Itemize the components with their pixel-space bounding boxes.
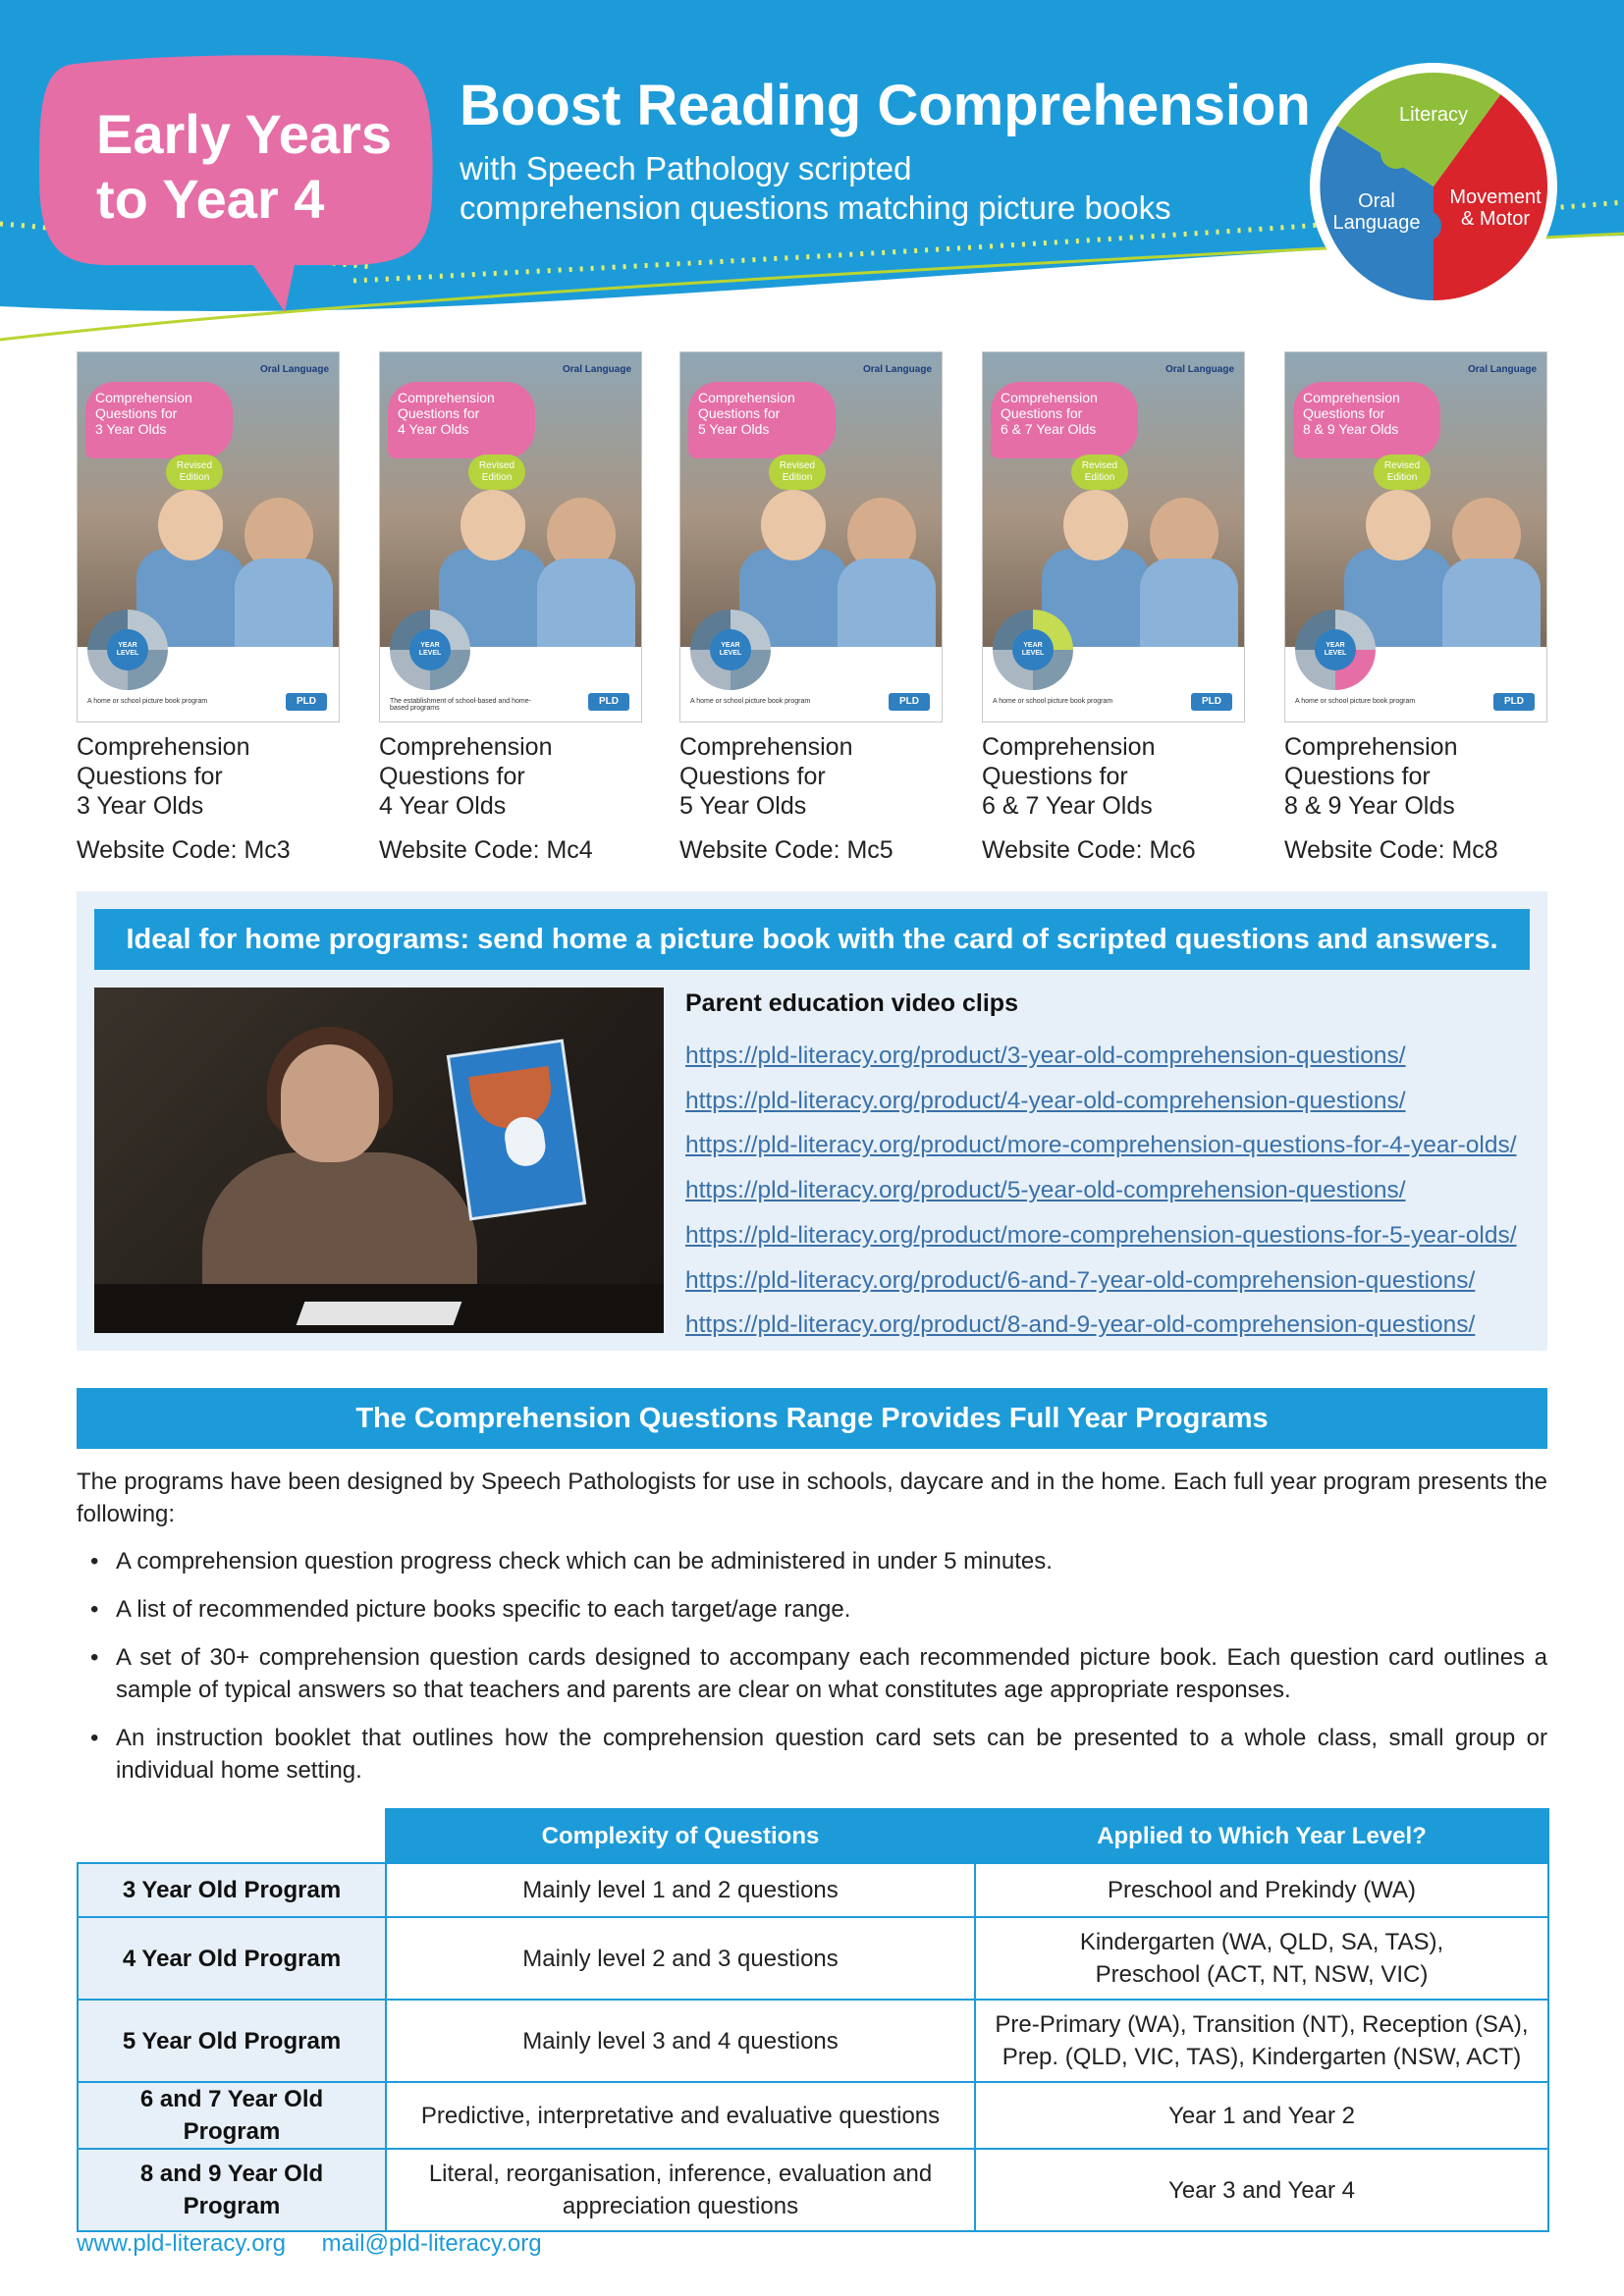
book-name-line: 5 Year Olds [679, 792, 807, 820]
cover-title-line: Comprehension [398, 390, 495, 405]
page-subtitle [460, 149, 1304, 228]
book-cover[interactable] [679, 351, 943, 722]
year-level-line: LEVEL [1324, 650, 1347, 657]
book-item[interactable] [1284, 351, 1549, 865]
cover-title-line: Questions for [698, 405, 781, 421]
bullet-marker: • [90, 1596, 99, 1623]
cover-title-line: 5 Year Olds [698, 421, 770, 437]
footer-website-link[interactable]: www.pld-literacy.org [77, 2230, 286, 2257]
book-cover[interactable] [982, 351, 1245, 722]
range-intro: The programs have been designed by Speech Pathologists for use in schools, daycare and in the home. Each full year program presents the following: [77, 1468, 1547, 1527]
cover-title-line: 6 & 7 Year Olds [1001, 421, 1097, 437]
cover-title-line: 3 Year Olds [95, 421, 167, 437]
table-row [78, 2000, 1548, 2082]
program-name: 8 and 9 Year Old Program [78, 2149, 386, 2231]
table-header-blank [78, 1809, 386, 1863]
year-level-cell [975, 1917, 1548, 2000]
cell-line: Mainly level 3 and 4 questions [522, 2027, 839, 2055]
oral-line-2: Language [1332, 212, 1421, 234]
cell-line: Literal, reorganisation, inference, evaluation and [428, 2161, 933, 2187]
year-level-disc [87, 610, 168, 690]
list-item [77, 1722, 1547, 1787]
year-level-line: LEVEL [116, 650, 139, 657]
program-table [77, 1808, 1549, 2232]
bubble-line-2: to Year 4 [96, 168, 325, 230]
year-level-label [107, 629, 148, 670]
cover-child-face [158, 490, 223, 561]
year-level-disc [390, 610, 470, 690]
video-paper [297, 1302, 462, 1325]
program-name: 5 Year Old Program [78, 2000, 386, 2082]
book-list [77, 351, 1547, 872]
cover-title [95, 390, 233, 437]
program-name: 4 Year Old Program [78, 1917, 386, 2000]
cover-title-line: Questions for [1303, 405, 1385, 421]
video-picture-book [447, 1039, 586, 1220]
cell-line: Prep. (QLD, VIC, TAS), Kindergarten (NSW, ACT) [1001, 2044, 1522, 2070]
badge-line: Edition [179, 472, 210, 483]
book-cover[interactable] [77, 351, 340, 722]
cell-line: Mainly level 1 and 2 questions [522, 1877, 839, 1903]
cell-line: Preschool and Prekindy (WA) [1108, 1877, 1416, 1903]
cover-title-line: Comprehension [698, 390, 795, 405]
book-name-line: Questions for [77, 763, 223, 790]
book-item[interactable] [379, 351, 644, 865]
year-level-line: YEAR [420, 642, 440, 649]
video-book-art-2 [502, 1114, 548, 1168]
complexity-cell [386, 2082, 975, 2149]
cell-line: Preschool (ACT, NT, NSW, VIC) [1095, 1961, 1429, 1988]
movement-line-1: Movement [1449, 187, 1542, 208]
year-level-disc [690, 610, 771, 690]
home-program-banner: Ideal for home programs: send home a picture book with the card of scripted questions and answers. [94, 909, 1530, 970]
cover-child-shirt-2 [235, 559, 333, 647]
oral-line-1: Oral [1358, 190, 1395, 212]
cover-title [398, 390, 535, 437]
cover-child-face [1366, 490, 1431, 561]
book-name-line: Questions for [379, 763, 525, 790]
year-level-line: YEAR [1326, 642, 1345, 649]
website-code: Website Code: Mc6 [982, 836, 1196, 864]
program-name: 3 Year Old Program [78, 1863, 386, 1917]
year-level-line: LEVEL [1021, 650, 1045, 657]
cover-oral-language: Oral Language [562, 364, 631, 375]
complexity-cell [386, 2000, 975, 2082]
cell-line: Year 3 and Year 4 [1168, 2176, 1355, 2204]
badge-line: Revised [779, 460, 816, 471]
year-level-label [710, 629, 751, 670]
year-level-disc [1295, 610, 1376, 690]
cover-child-face [761, 490, 826, 561]
puzzle-movement-label [1441, 187, 1549, 230]
revised-edition-badge [468, 454, 525, 490]
website-code: Website Code: Mc3 [77, 836, 291, 864]
bubble-line-1: Early Years [96, 103, 393, 165]
cover-oral-language: Oral Language [259, 364, 329, 375]
complexity-cell [386, 2149, 975, 2231]
year-level-line: YEAR [118, 642, 137, 649]
video-links-title: Parent education video clips [685, 989, 1018, 1017]
table-row [78, 1863, 1548, 1917]
book-name [379, 732, 644, 821]
table-header-complexity: Complexity of Questions [386, 1809, 975, 1863]
badge-line: Revised [478, 460, 515, 471]
year-level-cell [975, 2000, 1548, 2082]
book-name-line: 8 & 9 Year Olds [1284, 792, 1455, 820]
book-name-line: 6 & 7 Year Olds [982, 792, 1153, 820]
list-item-text: An instruction booklet that outlines how the comprehension question card sets can be presented to a whole class, small group or individual home setting. [116, 1725, 1547, 1784]
revised-edition-badge [769, 454, 826, 490]
book-name-line: Questions for [679, 763, 826, 790]
badge-line: Revised [1383, 460, 1421, 471]
cover-footer-text: A home or school picture book program [690, 698, 811, 705]
year-level-line: LEVEL [719, 650, 742, 657]
book-name [679, 732, 945, 821]
page-title: Boost Reading Comprehension [460, 74, 1311, 137]
list-item-text: A set of 30+ comprehension question cards designed to accompany each recommended picture book. Each question card outlines a sample of typical answers so that teachers and parents are clear on what constitutes age appropriate responses. [116, 1644, 1547, 1703]
video-links [685, 989, 1530, 1348]
range-banner: The Comprehension Questions Range Provides Full Year Programs [77, 1388, 1547, 1449]
cell-line: Year 1 and Year 2 [1168, 2102, 1355, 2129]
cover-title-line: 8 & 9 Year Olds [1303, 421, 1399, 437]
website-code: Website Code: Mc5 [679, 836, 893, 864]
puzzle-oral-language-label [1327, 190, 1426, 234]
cell-line: Mainly level 2 and 3 questions [522, 1945, 839, 1972]
book-cover[interactable] [379, 351, 642, 722]
cover-title-line: Questions for [398, 405, 480, 421]
revised-edition-badge [1071, 454, 1128, 490]
header-banner [0, 0, 1624, 353]
video-link-6-and-7-year-old[interactable]: https://pld-literacy.org/product/6-and-7-year-old-comprehension-questions/ [685, 1266, 1476, 1294]
video-link-3-year-old[interactable]: https://pld-literacy.org/product/3-year-old-comprehension-questions/ [685, 1042, 1406, 1069]
subtitle-line-2: comprehension questions matching picture books [460, 189, 1171, 226]
cover-title [1001, 390, 1138, 437]
book-item[interactable] [679, 351, 945, 865]
book-name-line: Questions for [982, 763, 1128, 790]
book-name-line: Comprehension [679, 733, 853, 761]
cover-title-line: Questions for [1001, 405, 1083, 421]
bullet-marker: • [90, 1644, 99, 1671]
bubble-heading [96, 102, 430, 232]
cover-title-line: Comprehension [1001, 390, 1098, 405]
cover-title-line: 4 Year Olds [398, 421, 469, 437]
book-name-line: Comprehension [379, 733, 553, 761]
revised-edition-badge [1374, 454, 1431, 490]
book-name-line: Questions for [1284, 763, 1431, 790]
cover-footer-text: A home or school picture book program [993, 698, 1113, 705]
year-level-label [409, 629, 451, 670]
subtitle-line-1: with Speech Pathology scripted [460, 150, 912, 187]
year-level-cell [975, 2149, 1548, 2231]
list-item [77, 1641, 1547, 1706]
year-level-label [1012, 629, 1054, 670]
program-name: 6 and 7 Year Old Program [78, 2082, 386, 2149]
bullet-marker: • [90, 1548, 99, 1575]
badge-line: Edition [782, 472, 813, 483]
revised-edition-badge [166, 454, 223, 490]
year-level-disc [993, 610, 1073, 690]
table-header-year-level: Applied to Which Year Level? [975, 1809, 1548, 1863]
program-features-list [77, 1545, 1547, 1802]
year-level-line: LEVEL [418, 650, 442, 657]
cover-child-face [1063, 490, 1128, 561]
year-level-line: YEAR [1023, 642, 1043, 649]
puzzle-literacy-label: Literacy [1398, 104, 1469, 126]
cover-oral-language: Oral Language [862, 364, 932, 375]
cover-footer-text: A home or school picture book program [87, 698, 208, 705]
list-item-text: A list of recommended picture books specific to each target/age range. [116, 1596, 851, 1623]
year-level-cell [975, 1863, 1548, 1917]
book-name-line: Comprehension [77, 733, 250, 761]
cover-title-line: Comprehension [95, 390, 192, 405]
list-item [77, 1545, 1547, 1577]
book-cover[interactable] [1284, 351, 1547, 722]
bullet-marker: • [90, 1725, 99, 1751]
book-name-line: 3 Year Olds [77, 792, 204, 820]
video-presenter-face [281, 1044, 379, 1162]
pld-logo: PLD [889, 693, 930, 711]
video-link-more-4-year-olds[interactable]: https://pld-literacy.org/product/more-comprehension-questions-for-4-year-olds/ [685, 1132, 1517, 1159]
pld-logo: PLD [1191, 693, 1232, 711]
badge-line: Revised [176, 460, 213, 471]
cell-line: appreciation questions [562, 2193, 799, 2219]
badge-line: Edition [481, 472, 513, 483]
cover-footer-text: The establishment of school-based and home-based programs [390, 698, 531, 712]
badge-line: Revised [1081, 460, 1118, 471]
cover-child-face [460, 490, 525, 561]
year-level-cell [975, 2082, 1548, 2149]
cover-title [1303, 390, 1440, 437]
cell-line: Kindergarten (WA, QLD, SA, TAS), [1079, 1929, 1444, 1955]
year-level-label [1315, 629, 1356, 670]
badge-line: Edition [1084, 472, 1115, 483]
book-name-line: Comprehension [982, 733, 1156, 761]
video-link-5-year-old[interactable]: https://pld-literacy.org/product/5-year-old-comprehension-questions/ [685, 1177, 1406, 1204]
book-name [77, 732, 342, 821]
list-item [77, 1593, 1547, 1626]
cover-title-line: Comprehension [1303, 390, 1400, 405]
cover-oral-language: Oral Language [1164, 364, 1234, 375]
parent-education-video[interactable] [94, 988, 664, 1333]
table-row [78, 2149, 1548, 2231]
table-row [78, 1917, 1548, 2000]
table-row [78, 2082, 1548, 2149]
pld-logo: PLD [1493, 693, 1535, 711]
website-code: Website Code: Mc8 [1284, 836, 1498, 864]
complexity-cell [386, 1863, 975, 1917]
video-link-8-and-9-year-old[interactable]: https://pld-literacy.org/product/8-and-9-year-old-comprehension-questions/ [685, 1311, 1476, 1339]
page-footer [77, 2230, 571, 2258]
cover-child-shirt-2 [1442, 559, 1541, 647]
book-item[interactable] [77, 351, 342, 865]
book-name [982, 732, 1247, 821]
book-name-line: 4 Year Olds [379, 792, 507, 820]
cover-child-shirt-2 [838, 559, 936, 647]
website-code: Website Code: Mc4 [379, 836, 593, 864]
cover-oral-language: Oral Language [1467, 364, 1537, 375]
footer-email-link[interactable]: mail@pld-literacy.org [321, 2230, 542, 2257]
video-link-more-5-year-olds[interactable]: https://pld-literacy.org/product/more-comprehension-questions-for-5-year-olds/ [685, 1221, 1517, 1249]
cover-child-shirt-2 [537, 559, 635, 647]
cover-title-line: Questions for [95, 405, 178, 421]
video-link-4-year-old[interactable]: https://pld-literacy.org/product/4-year-old-comprehension-questions/ [685, 1087, 1406, 1114]
cover-title [698, 390, 836, 437]
cell-line: Pre-Primary (WA), Transition (NT), Reception (SA), [995, 2011, 1529, 2038]
table-header-row [78, 1809, 1548, 1863]
cover-child-shirt-2 [1140, 559, 1238, 647]
puzzle-logo [1306, 59, 1561, 314]
book-item[interactable] [982, 351, 1247, 865]
home-program-panel [77, 891, 1547, 1351]
book-name-line: Comprehension [1284, 733, 1458, 761]
complexity-cell [386, 1917, 975, 2000]
book-name [1284, 732, 1549, 821]
list-item-text: A comprehension question progress check which can be administered in under 5 minutes. [116, 1548, 1053, 1575]
pld-logo: PLD [286, 693, 327, 711]
cover-footer-text: A home or school picture book program [1295, 698, 1416, 705]
year-level-line: YEAR [721, 642, 740, 649]
badge-line: Edition [1386, 472, 1418, 483]
pld-logo: PLD [588, 693, 629, 711]
cell-line: Predictive, interpretative and evaluative questions [420, 2102, 941, 2129]
movement-line-2: & Motor [1460, 208, 1531, 230]
